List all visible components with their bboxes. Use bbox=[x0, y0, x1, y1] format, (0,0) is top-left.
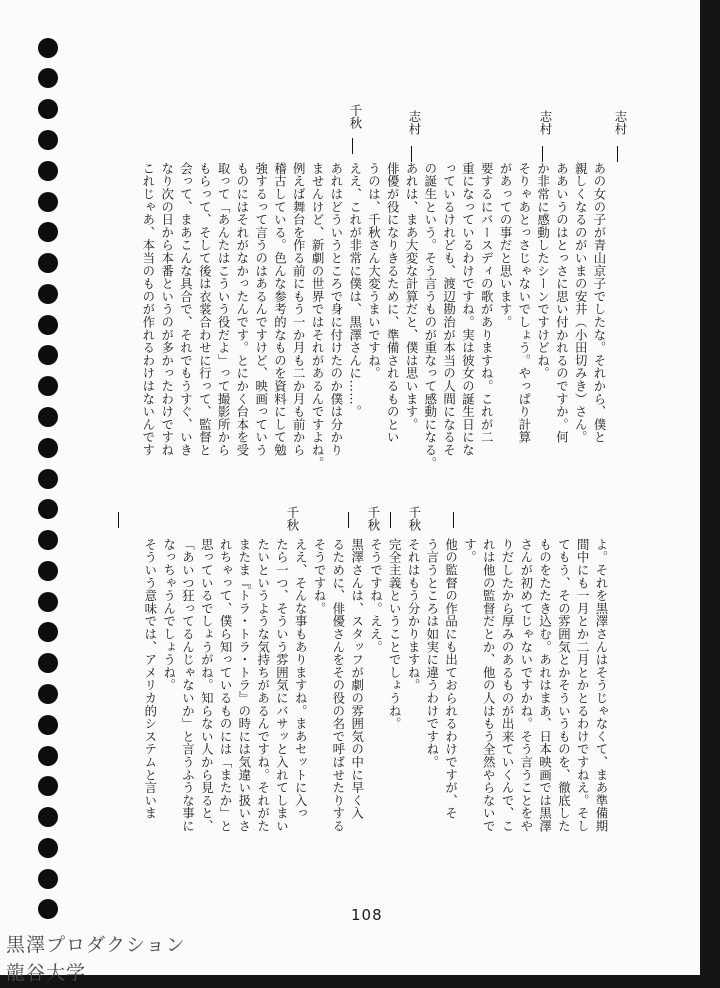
text-line: ものをたたき込む。あれはまあ、日本映画では黒澤 bbox=[537, 538, 553, 833]
text-line: これじゃあ、本当のものが作れるわけはないんです bbox=[140, 162, 156, 457]
text-line: ああいうのはとっさに思い付かれるのですか。何 bbox=[554, 162, 570, 444]
text-line: るために、俳優さんをその役の名で呼ばせたりする bbox=[330, 538, 346, 833]
binder-hole bbox=[38, 407, 58, 427]
speaker-label: 志村 bbox=[407, 110, 422, 135]
binder-hole bbox=[38, 99, 58, 119]
text-line: 親しくなるのがいまの安井（小田切みき）さん。 bbox=[573, 162, 589, 444]
text-line: さんが初めてじゃないですかね。そう言うことをや bbox=[518, 538, 534, 833]
binder-hole bbox=[38, 130, 58, 150]
binder-hole bbox=[38, 192, 58, 212]
text-line: 要するにバースディの歌がありますね。これが二 bbox=[479, 162, 495, 444]
speaker-label: 志村 bbox=[613, 110, 628, 135]
text-line: なり次の日から本番というのが多かったわけですね bbox=[159, 162, 175, 457]
binder-hole bbox=[38, 715, 58, 735]
dialogue-dash bbox=[542, 146, 543, 162]
dialogue-dash bbox=[411, 146, 412, 162]
text-line: ものにはそれがなかったんです。とにかく台本を受 bbox=[234, 162, 250, 457]
dialogue-dash bbox=[118, 512, 119, 528]
binder-hole bbox=[38, 899, 58, 919]
text-line: よ。それを黒澤さんはそうじゃなくて、まあ準備期 bbox=[594, 538, 609, 833]
text-line: れちゃって、僕ら知っているものには「またか」と bbox=[218, 538, 234, 833]
page-number: 108 bbox=[351, 906, 383, 924]
binder-hole bbox=[38, 499, 58, 519]
dialogue-text-bottom bbox=[140, 538, 610, 863]
binder-hole bbox=[38, 68, 58, 88]
binder-hole bbox=[38, 653, 58, 673]
text-line: 俳優が役になりきるために、準備されるものとい bbox=[385, 162, 401, 444]
binder-hole bbox=[38, 592, 58, 612]
text-line: ませんけど、新劇の世界ではそれがあるんですよね。 bbox=[310, 162, 326, 470]
text-line: 稽古している。色んな参考的なものを資料にして勉 bbox=[272, 162, 288, 457]
scan-edge-right bbox=[700, 0, 720, 988]
text-line: あれはどういうところで身に付けたのか僕は分かり bbox=[328, 162, 344, 457]
binder-hole bbox=[38, 315, 58, 335]
binder-hole bbox=[38, 746, 58, 766]
speaker-label: 千秋 bbox=[348, 104, 363, 129]
watermark-line: 龍谷大学 bbox=[6, 962, 87, 984]
speaker-label: 志村 bbox=[538, 110, 553, 135]
dialogue-dash bbox=[453, 512, 454, 528]
binder-hole bbox=[38, 222, 58, 242]
text-line: っているけれども、渡辺勘治が本当の人間になるそ bbox=[441, 162, 457, 457]
binder-hole bbox=[38, 284, 58, 304]
binder-hole bbox=[38, 530, 58, 550]
binder-hole bbox=[38, 561, 58, 581]
binder-hole bbox=[38, 376, 58, 396]
text-line: 他の監督の作品にも出ておられるわけですが、そ bbox=[443, 538, 459, 820]
text-line: 重になっているわけですね。実は彼女の誕生日にな bbox=[460, 162, 476, 457]
speaker-label: 千秋 bbox=[285, 506, 300, 531]
text-line: そりゃあとっさじゃないでしょう。やっぱり計算 bbox=[516, 162, 532, 444]
text-line: なっちゃうんでしょうね。 bbox=[161, 538, 177, 692]
text-line: てもう、その雰囲気とかそういうものを、徹底した bbox=[556, 538, 572, 833]
binder-hole bbox=[38, 838, 58, 858]
text-line: 思っているでしょうがね。知らない人から見ると、 bbox=[199, 538, 215, 833]
dialogue-text-top bbox=[138, 162, 608, 472]
text-line: たら一つ、そういう雰囲気にバサッと入れてしまい bbox=[274, 538, 290, 833]
binder-hole bbox=[38, 345, 58, 365]
text-line: 強するって言うのはあるんですけど、映画っていう bbox=[253, 162, 269, 457]
text-line: の誕生という。そう言うものが重なって感動になる。 bbox=[422, 162, 438, 470]
text-line: たいというような気持ちがあるんですね。それがた bbox=[255, 538, 271, 833]
dialogue-dash bbox=[390, 512, 391, 528]
text-line: そうですね。 bbox=[312, 538, 328, 615]
binder-hole bbox=[38, 807, 58, 827]
text-line: 黒澤さんは、スタッフが劇の雰囲気の中に早く入 bbox=[349, 538, 365, 820]
binder-hole bbox=[38, 161, 58, 181]
binder-hole bbox=[38, 869, 58, 889]
text-line: あの女の子が青山京子でしたな。それから、僕と bbox=[592, 162, 607, 444]
binder-hole bbox=[38, 438, 58, 458]
text-line: もらって、そして後は衣裳合わせに行って、監督と bbox=[197, 162, 213, 457]
text-line: ええ、これが非常に僕は、黒澤さんに……。 bbox=[347, 162, 363, 418]
text-line: れは他の監督だとか、他の人はもう全然やらないで bbox=[481, 538, 497, 833]
watermark-line: 黒澤プロダクション bbox=[6, 934, 186, 956]
text-line: 完全主義ということでしょうね。 bbox=[387, 538, 403, 730]
scan-edge-bottom bbox=[0, 975, 720, 988]
text-line: それはもう分かりますね。 bbox=[406, 538, 422, 692]
binder-hole bbox=[38, 38, 58, 58]
text-line: う言うところは如実に違うわけですね。 bbox=[424, 538, 440, 769]
text-line: 例えば舞台を作る前にもう一か月も二か月も前から bbox=[291, 162, 307, 457]
text-line: 取って「あんたはこういう役だよ」って撮影所から bbox=[216, 162, 232, 457]
binder-hole bbox=[38, 622, 58, 642]
speaker-label: 千秋 bbox=[366, 506, 381, 531]
dialogue-dash bbox=[617, 146, 618, 162]
text-line: か非常に感動したシーンですけどね。 bbox=[535, 162, 551, 380]
dialogue-dash bbox=[352, 138, 353, 154]
binder-hole bbox=[38, 253, 58, 273]
text-line: またま『トラ・トラ・トラ』の時には気違い扱いさ bbox=[236, 538, 252, 833]
text-line: あれは、まあ大変な計算だと、僕は思います。 bbox=[404, 162, 420, 431]
text-line: 間中にも一月とか二月とかとるわけですねえ。そし bbox=[575, 538, 591, 833]
speaker-label: 千秋 bbox=[407, 506, 422, 531]
text-line: そういう意味では、アメリカ的システムと言いま bbox=[142, 538, 158, 820]
text-line: 会って、まあこんな具合で、それでもうすぐ、いき bbox=[178, 162, 194, 457]
text-line: うのは、千秋さん大変うまいですね。 bbox=[366, 162, 382, 380]
binder-hole bbox=[38, 776, 58, 796]
binder-hole bbox=[38, 684, 58, 704]
text-line: す。 bbox=[462, 538, 478, 564]
text-line: があっての事だと思います。 bbox=[498, 162, 514, 329]
text-line: りだしたから厚みのあるものが出来ていくんで、こ bbox=[500, 538, 516, 833]
text-line: そうですね。ええ。 bbox=[368, 538, 384, 654]
text-line: ええ、そんな事もありますね。まあセットに入っ bbox=[293, 538, 309, 820]
binder-hole bbox=[38, 469, 58, 489]
text-line: 「あいつ狂ってるんじゃないか」と言うふうな事に bbox=[180, 538, 196, 833]
dialogue-dash bbox=[348, 512, 349, 528]
